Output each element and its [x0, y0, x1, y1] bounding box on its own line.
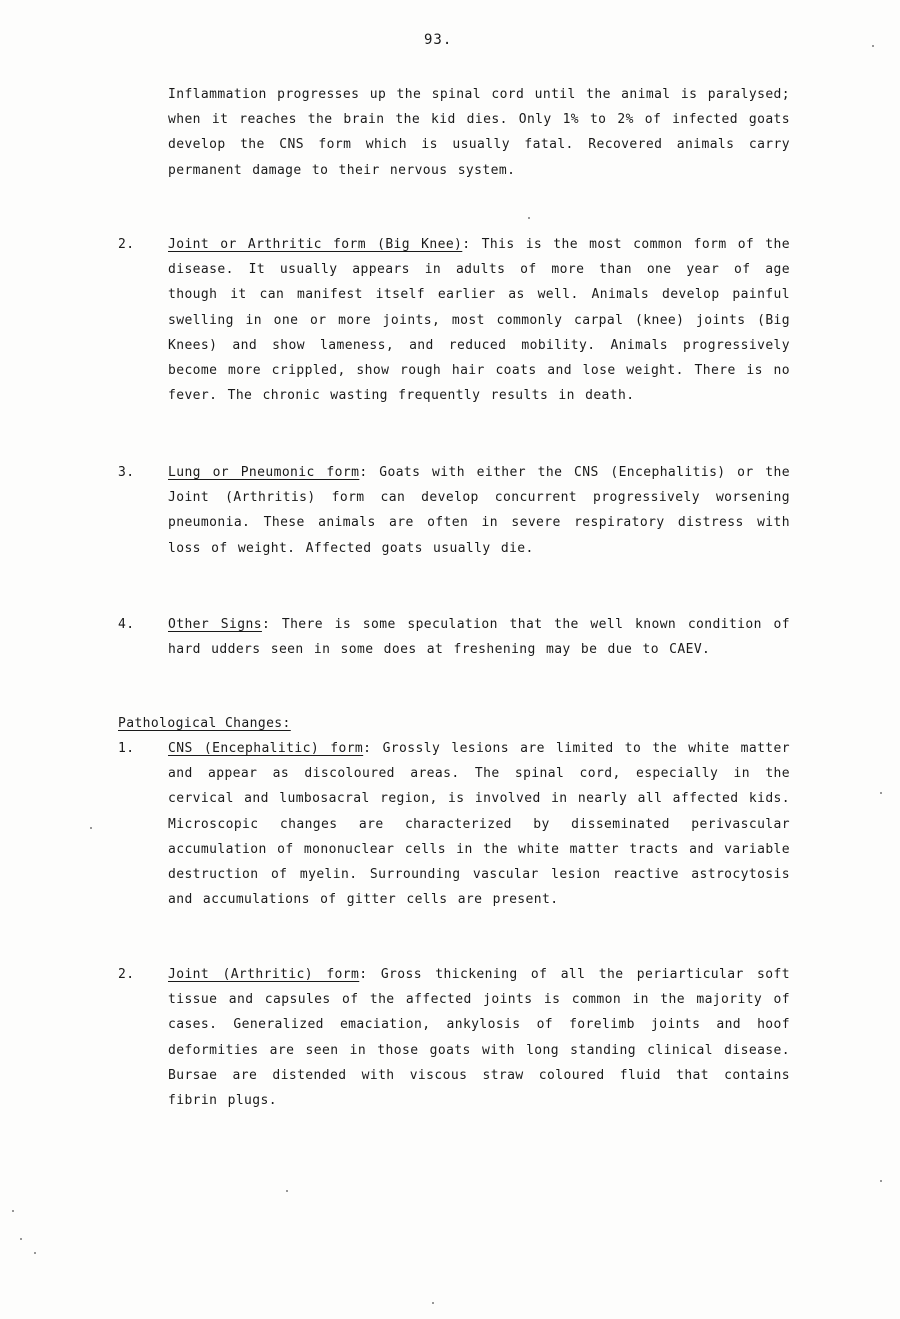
- scan-speck: [286, 1190, 288, 1192]
- scan-speck: [528, 217, 530, 219]
- item-body: Other Signs: There is some speculation that the well known condition of hard udders seen in some does at freshening may be due to CAEV.: [168, 617, 790, 658]
- item-heading: Lung or Pneumonic form: [168, 465, 360, 480]
- scan-speck: [872, 45, 874, 47]
- scan-speck: [880, 1180, 882, 1182]
- item-body: CNS (Encephalitic) form: Grossly lesions are limited to the white matter and appear as discoloured areas. The spinal cord, especially in the cervical and lumbosacral region, is involved in nearly all affected kids. Microscopic changes are characterized by disseminated perivascular accumulation of mononuclear cells in the white matter tracts and variable destruction of myelin. Surrounding vascular lesion reactive astrocytosis and accumulations of gitter cells are present.: [168, 741, 790, 908]
- scan-speck: [34, 1252, 36, 1254]
- scan-speck: [20, 1238, 22, 1240]
- item-body: Joint (Arthritic) form: Gross thickening of all the periarticular soft tissue and capsules of the affected joints is common in the majority of cases. Generalized emaciation, ankylosis of forelimb joints and hoof deformities are seen in those goats with long standing clinical disease. Bursae are distended with viscous straw coloured fluid that contains fibrin plugs.: [168, 967, 790, 1109]
- page-number: 93.: [424, 32, 453, 48]
- item-heading: Other Signs: [168, 617, 262, 632]
- item-text: Grossly lesions are limited to the white matter and appear as discoloured areas. The spinal cord, especially in the cervical and lumbosacral region, is involved in nearly all affected kids. Microscopic changes are characterized by disseminated perivascular accumulation of mononuclear cells in the white matter tracts and variable destruction of myelin. Surrounding vascular lesion reactive astrocytosis and accumulations of gitter cells are present.: [168, 741, 790, 908]
- item-text: This is the most common form of the disease. It usually appears in adults of more than one year of age though it can manifest itself earlier as well. Animals develop painful swelling in one or more joints, most commonly carpal (knee) joints (Big Knees) and show lameness, and reduced mobility. Animals progressively become more crippled, show rough hair coats and lose weight. There is no fever. The chronic wasting frequently results in death.: [168, 237, 790, 404]
- item-heading: CNS (Encephalitic) form: [168, 741, 364, 756]
- section-heading: Pathological Changes:: [118, 716, 291, 731]
- intro-paragraph: Inflammation progresses up the spinal cord until the animal is paralysed; when it reaches the brain the kid dies. Only 1% to 2% of infected goats develop the CNS form which is usually fatal. Recovered animals carry permanent damage to their nervous system.: [168, 87, 790, 178]
- scan-speck: [880, 792, 882, 794]
- item-text: Gross thickening of all the periarticular soft tissue and capsules of the affected joints is common in the majority of cases. Generalized emaciation, ankylosis of forelimb joints and hoof deformities are seen in those goats with long standing clinical disease. Bursae are distended with viscous straw coloured fluid that contains fibrin plugs.: [168, 967, 790, 1109]
- item-heading: Joint or Arthritic form (Big Knee): [168, 237, 463, 252]
- scan-speck: [90, 827, 92, 829]
- scan-speck: [12, 1210, 14, 1212]
- scan-speck: [432, 1302, 434, 1304]
- item-number: 4.: [118, 617, 135, 632]
- item-body: Joint or Arthritic form (Big Knee): This is the most common form of the disease. It usually appears in adults of more than one year of age though it can manifest itself earlier as well. Animals develop painful swelling in one or more joints, most commonly carpal (knee) joints (Big Knees) and show lameness, and reduced mobility. Animals progressively become more crippled, show rough hair coats and lose weight. There is no fever. The chronic wasting frequently results in death.: [168, 237, 790, 404]
- item-text: Goats with either the CNS (Encephalitis) or the Joint (Arthritis) form can develop concurrent progressively worsening pneumonia. These animals are often in severe respiratory distress with loss of weight. Affected goats usually die.: [168, 465, 790, 556]
- item-number: 3.: [118, 465, 135, 480]
- item-number: 1.: [118, 741, 135, 756]
- item-text: There is some speculation that the well known condition of hard udders seen in some does at freshening may be due to CAEV.: [168, 617, 790, 658]
- item-heading: Joint (Arthritic) form: [168, 967, 360, 982]
- item-body: Lung or Pneumonic form: Goats with either the CNS (Encephalitis) or the Joint (Arthritis) form can develop concurrent progressively worsening pneumonia. These animals are often in severe respiratory distress with loss of weight. Affected goats usually die.: [168, 465, 790, 556]
- item-number: 2.: [118, 237, 135, 252]
- item-number: 2.: [118, 967, 135, 982]
